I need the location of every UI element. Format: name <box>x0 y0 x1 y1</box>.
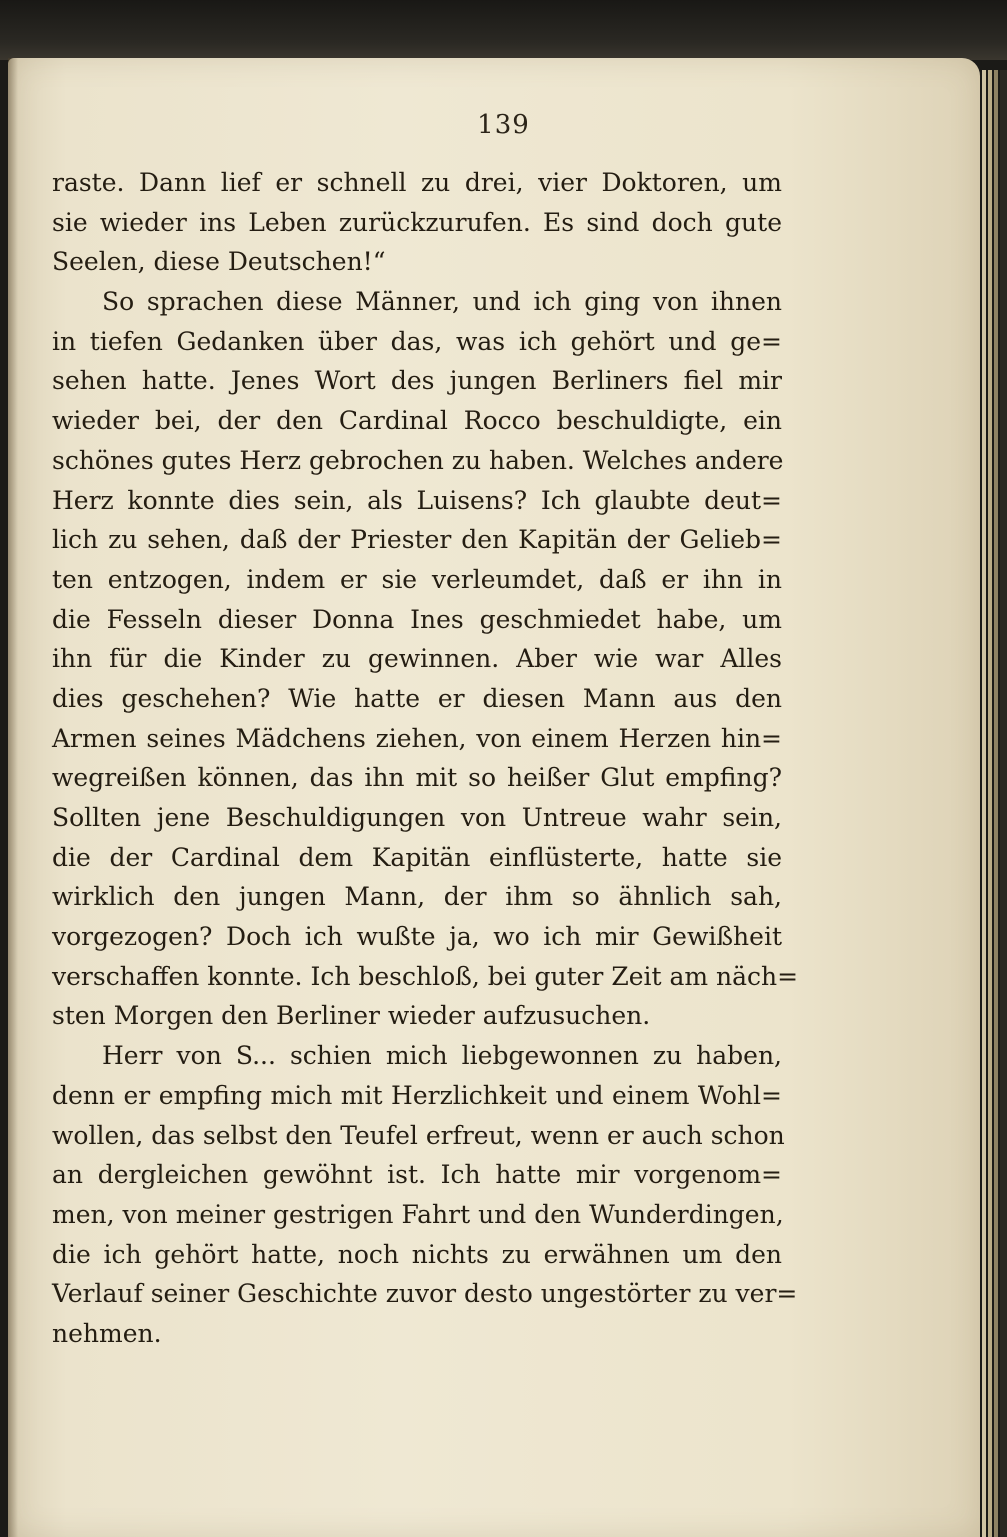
text-line: nehmen. <box>52 1318 162 1348</box>
text-line: wirklich den jungen Mann, der ihm so ähnlich sah, <box>52 882 782 912</box>
text-line: die Fesseln dieser Donna Ines geschmiedet habe, um <box>52 604 782 634</box>
text-line: die der Cardinal dem Kapitän einflüsterte, hatte sie <box>52 842 782 872</box>
text-line: schönes gutes Herz gebrochen zu haben. Welches andere <box>52 445 784 475</box>
text-line: Sollten jene Beschuldigungen von Untreue wahr sein, <box>52 803 782 832</box>
text-line: sehen hatte. Jenes Wort des jungen Berliners fiel mir <box>52 366 782 396</box>
text-line: ihn für die Kinder zu gewinnen. Aber wie war Alles <box>52 644 782 674</box>
text-line: Herz konnte dies sein, als Luisens? Ich glaubte deut= <box>52 485 782 515</box>
text-line: an dergleichen gewöhnt ist. Ich hatte mir vorgenom= <box>52 1160 782 1190</box>
page-edge <box>982 70 986 1537</box>
text-line: men, von meiner gestrigen Fahrt und den Wunderdingen, <box>52 1199 784 1229</box>
text-line: ten entzogen, indem er sie verleumdet, daß er ihn in <box>52 564 782 594</box>
text-line: wieder bei, der den Cardinal Rocco beschuldigte, ein <box>52 406 782 436</box>
page-edge <box>994 70 998 1537</box>
text-line: sie wieder ins Leben zurückzurufen. Es sind doch gute <box>52 207 782 237</box>
text-line: Armen seines Mädchens ziehen, von einem Herzen hin= <box>52 723 782 753</box>
text-line: denn er empfing mich mit Herzlichkeit und einem Wohl= <box>52 1080 782 1110</box>
text-line: verschaffen konnte. Ich beschloß, bei guter Zeit am näch= <box>52 961 799 991</box>
text-line: Seelen, diese Deutschen!“ <box>52 247 386 277</box>
page-edge <box>1000 70 1007 1537</box>
body-text <box>52 163 799 1354</box>
page-edge <box>988 70 992 1537</box>
text-line: dies geschehen? Wie hatte er diesen Mann aus den <box>52 683 782 713</box>
scan-background-top <box>0 0 1007 60</box>
text-line: raste. Dann lief er schnell zu drei, vier Doktoren, um <box>52 168 782 197</box>
text-line: vorgezogen? Doch ich wußte ja, wo ich mir Gewißheit <box>52 922 782 952</box>
text-line: lich zu sehen, daß der Priester den Kapitän der Gelieb= <box>52 525 782 555</box>
text-line: sten Morgen den Berliner wieder aufzusuchen. <box>52 1001 651 1031</box>
text-line: So sprachen diese Männer, und ich ging von ihnen <box>102 287 782 317</box>
gutter-shadow <box>8 58 18 1537</box>
page-number: 139 <box>477 110 530 140</box>
text-line: Verlauf seiner Geschichte zuvor desto ungestörter zu ver= <box>52 1279 798 1309</box>
text-line: wegreißen können, das ihn mit so heißer Glut empfing? <box>52 763 782 793</box>
text-line: in tiefen Gedanken über das, was ich gehört und ge= <box>52 326 782 356</box>
text-line: Herr von S... schien mich liebgewonnen zu haben, <box>102 1041 782 1071</box>
text-line: wollen, das selbst den Teufel erfreut, wenn er auch schon <box>52 1120 785 1150</box>
text-line: die ich gehört hatte, noch nichts zu erwähnen um den <box>52 1239 782 1269</box>
